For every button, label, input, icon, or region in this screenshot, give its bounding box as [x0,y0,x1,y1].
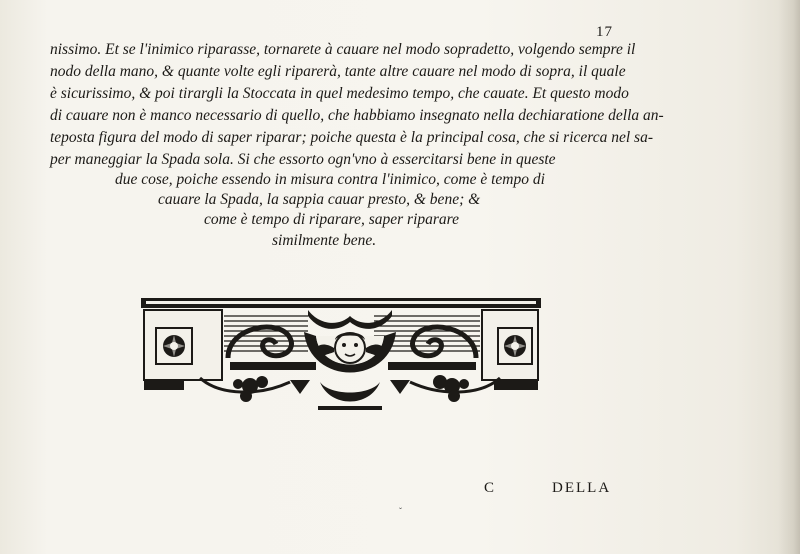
text-line-10: similmente bene. [272,232,377,249]
small-mark: ˇ [399,506,402,516]
page-number: 17 [596,24,613,40]
page-edge-shadow [778,0,800,554]
signature-mark: C [484,480,497,496]
catchword: DELLA [552,480,612,496]
text-line-4: di cauare non è manco necessario di quello, che habbiamo insegnato nella dechiaratione della an- [50,107,664,124]
text-line-6: per maneggiar la Spada sola. Si che essorto ogn'vno à essercitarsi bene in queste [50,151,556,168]
text-line-5: teposta figura del modo di saper riparar; poiche questa è la principal cosa, che si ricerca nel sa- [50,129,653,146]
text-line-3: è sicurissimo, & poi tirargli la Stoccata in quel medesimo tempo, che cauate. Et questo modo [50,85,629,102]
text-line-7: due cose, poiche essendo in misura contra l'inimico, come è tempo di [115,171,545,188]
text-line-1: nissimo. Et se l'inimico riparasse, tornarete à cauare nel modo sopradetto, volgendo sempre il [50,41,636,58]
text-line-9: come è tempo di riparare, saper riparare [204,211,460,228]
text-line-8: cauare la Spada, la sappia cauar presto, & bene; & [158,191,481,208]
text-line-2: nodo della mano, & quante volte egli riparerà, tante altre cauare nel modo di sopra, il quale [50,63,626,80]
decorative-headpiece-ornament [140,296,542,414]
